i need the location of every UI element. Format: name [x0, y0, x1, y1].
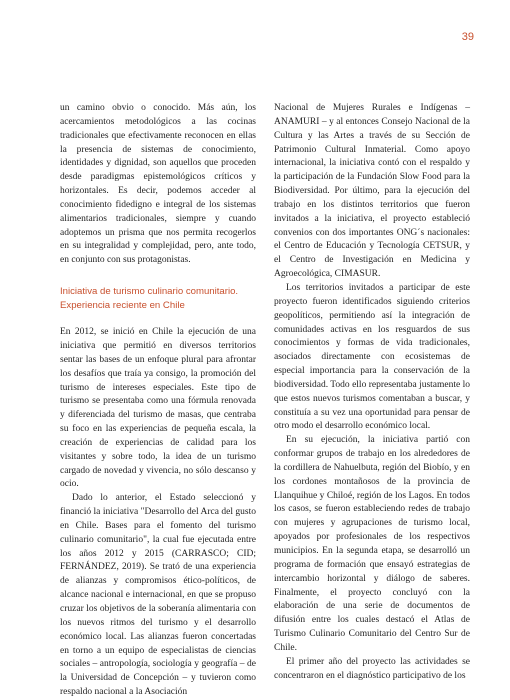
- paragraph-intro: un camino obvio o conocido. Más aún, los acercamientos metodológicos a las cocinas tradicionales que efectivamente reconocen en ellas la presencia de sistemas de conocimiento, identidades y dignidad, son aquellos que proceden desde paradigmas epistemológicos críticos y horizontales. Es decir, podemos acceder al conocimiento fidedigno e integral de los sistemas alimentarios tradicionales, siempre y cuando adoptemos un prisma que nos permita recogerlos en su integralidad y complejidad, pero, ante todo, en conjunto con sus protagonistas.: [60, 103, 256, 266]
- paragraph: En su ejecución, la iniciativa partió con conformar grupos de trabajo en los alrededores de la cordillera de Nahuelbuta, región del Biobío, y en los cordones montañosos de la provincia de Llanquihue y Chiloé, región de los Lagos. En todos los casos, se fueron estableciendo redes de trabajo con mujeres y agrupaciones de turismo local, apoyados por profesionales de los respectivos municipios. En la segunda etapa, se desarrolló un programa de formación que ensayó estrategias de intercambio horizontal y diálogo de saberes. Finalmente, el proyecto concluyó con la elaboración de una serie de documentos de difusión entre los cuales destacó el Atlas de Turismo Culinario Comunitario del Centro Sur de Chile.: [274, 435, 470, 653]
- section-heading-line-1: Iniciativa de turismo culinario comunitario.: [60, 286, 239, 298]
- left-column: [60, 102, 256, 700]
- paragraph: Los territorios invitados a participar de este proyecto fueron identificados siguiendo criterios geopolíticos, permitiendo así la integración de comunidades activas en los resguardos de sus conocimientos y formas de vida tradicionales, asociados directamente con ecosistemas de especial importancia para la conservación de la biodiversidad. Todo ello representaba justamente lo que estos nuevos turismos comentaban a buscar, y constituía a su vez una oportunidad para pensar de otro modo el desarrollo económico local.: [274, 282, 470, 432]
- paragraph: En 2012, se inició en Chile la ejecución de una iniciativa que permitió en diversos territorios sentar las bases de un enfoque plural para afrontar los desafíos que traía ya consigo, la promoción del turismo de intereses especiales. Este tipo de turismo se presentaba como una fórmula renovada y diferenciada del turismo de masas, que centraba su foco en las experiencias de pequeña escala, la creación de experiencias de calidad para los visitantes y sobre todo, la idea de un turismo cargado de novedad y vivencia, no sólo descanso y ocio.: [60, 327, 256, 490]
- paragraph-continued: Nacional de Mujeres Rurales e Indígenas – ANAMURI – y al entonces Consejo Nacional de la Cultura y las Artes a través de su Sección de Patrimonio Cultural Inmaterial. Como apoyo internacional, la iniciativa contó con el respaldo y la participación de la Fundación Slow Food para la Biodiversidad. Por último, para la ejecución del trabajo en los distintos territorios que fueron invitados a la iniciativa, el proyecto estableció convenios con dos importantes ONG´s nacionales: el Centro de Educación y Tecnología CETSUR, y el Centro de Investigación en Medicina y Agroecológica, CIMASUR.: [274, 103, 470, 280]
- paragraph: Dado lo anterior, el Estado seleccionó y financió la iniciativa "Desarrollo del Arca del gusto en Chile. Bases para el fomento del turismo culinario comunitario", la cual fue ejecutada entre los años 2012 y 2015 (CARRASCO; CID; FERNÁNDEZ, 2019). Se trató de una experiencia de alianzas y compromisos ético-políticos, de alcance nacional e internacional, en que se propuso cruzar los objetivos de la soberanía alimentaria con los nuevos ritmos del turismo y el desarrollo económico local. Las alianzas fueron concertadas en torno a un equipo de especialistas de ciencias sociales – antropología, sociología y geografía – de la Universidad de Concepción – y tuvieron como respaldo nacional a la Asociación: [60, 493, 256, 698]
- paragraph: El primer año del proyecto las actividades se concentraron en el diagnóstico participativo de los: [274, 656, 470, 681]
- right-column: [274, 102, 470, 683]
- section-heading-line-2: Experiencia reciente en Chile: [60, 300, 185, 312]
- page-number: 39: [461, 31, 474, 43]
- section-heading: [60, 285, 256, 313]
